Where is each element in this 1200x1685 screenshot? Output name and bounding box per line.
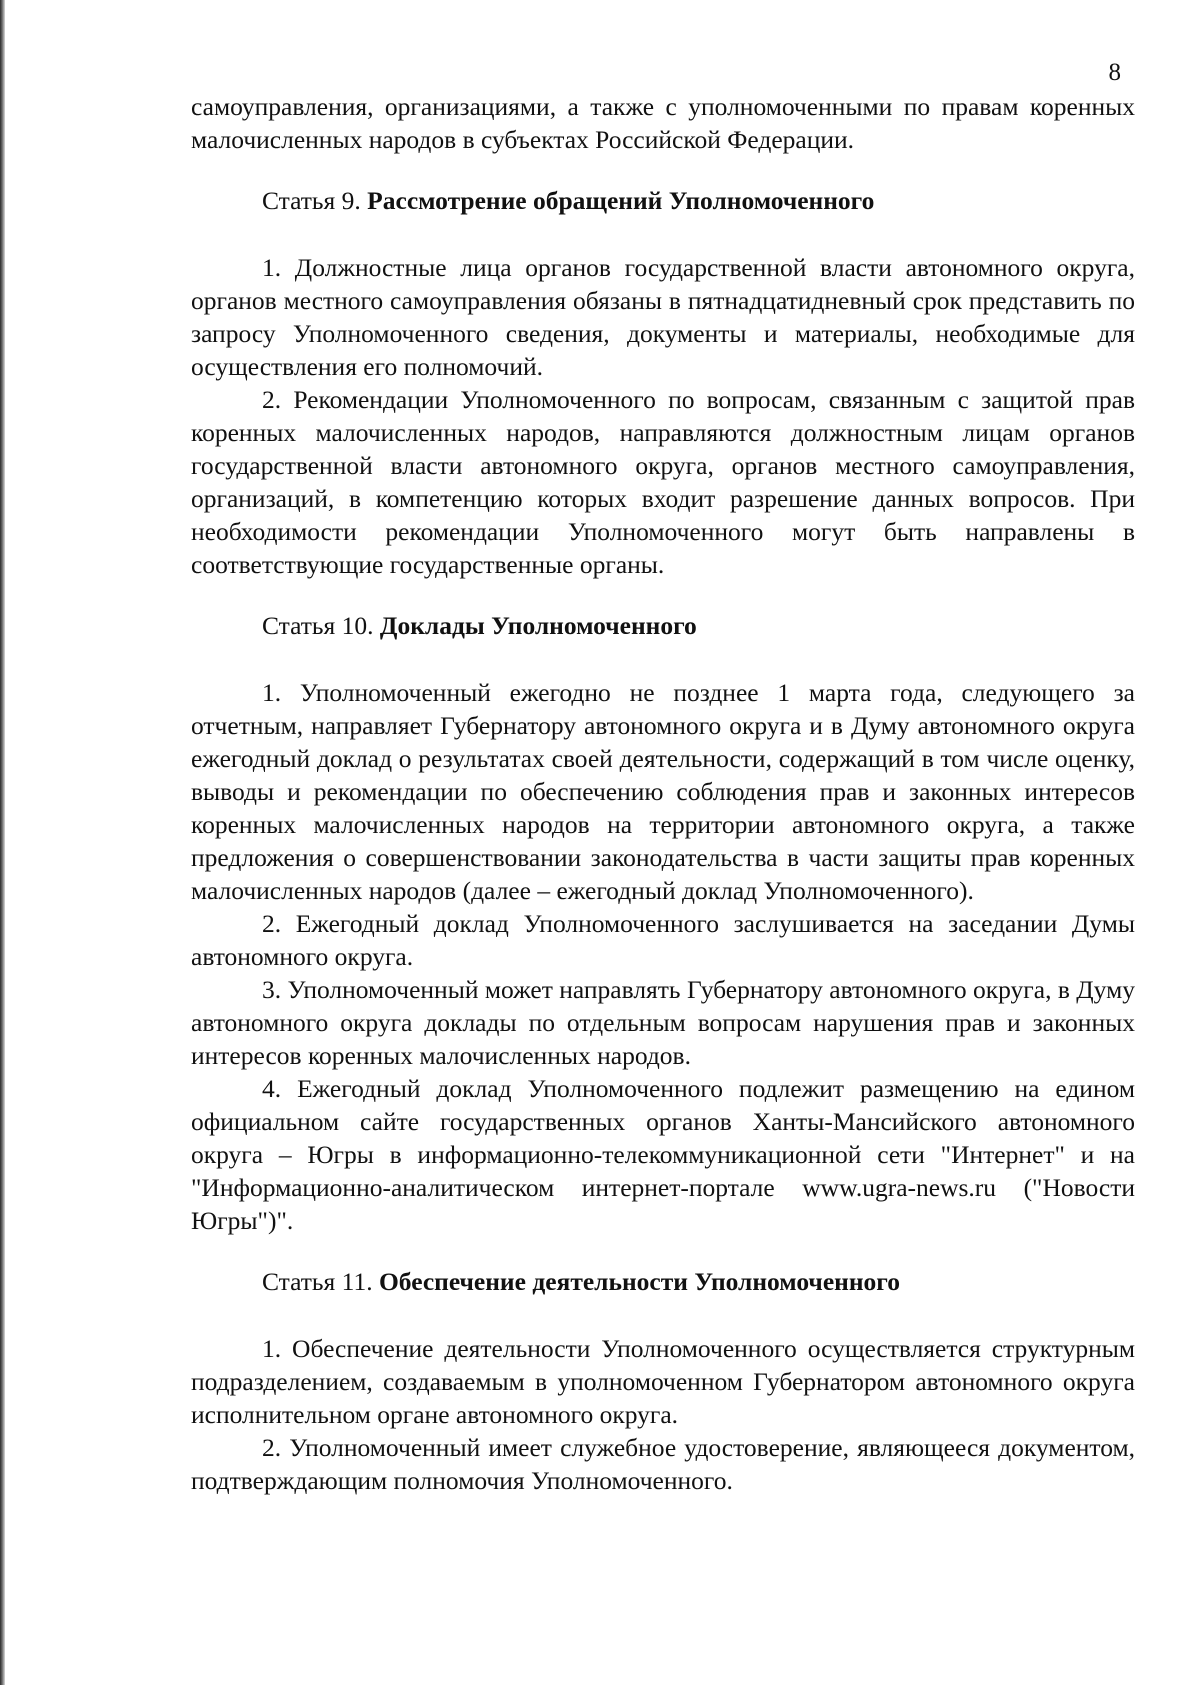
- intro-paragraph: самоуправления, организациями, а также с уполномоченными по правам коренных малочисленных народов в субъектах Российской Федерации.: [191, 92, 1135, 154]
- article-10-paragraph-3: 3. Уполномоченный может направлять Губернатору автономного округа, в Думу автономного округа доклады по отдельным вопросам нарушения прав и законных интересов коренных малочисленных народов.: [191, 975, 1135, 1070]
- article-9-heading: [262, 184, 1135, 217]
- page-number: 8: [1108, 59, 1121, 86]
- article-9-paragraph-1: 1. Должностные лица органов государственной власти автономного округа, органов местного самоуправления обязаны в пятнадцатидневный срок представить по запросу Уполномоченного сведения, документы и материалы, необходимые для осуществления его полномочий.: [191, 253, 1135, 381]
- document-body: [191, 90, 1135, 1497]
- article-9-title: Рассмотрение обращений Уполномоченного: [367, 186, 875, 215]
- article-9-paragraph-2: 2. Рекомендации Уполномоченного по вопросам, связанным с защитой прав коренных малочисленных народов, направляются должностным лицам органов государственной власти автономного округа, органов местного самоуправления, организаций, в компетенцию которых входит разрешение данных вопросов. При необходимости рекомендации Уполномоченного могут быть направлены в соответствующие государственные органы.: [191, 385, 1135, 579]
- article-10-title: Доклады Уполномоченного: [379, 611, 697, 640]
- article-10-paragraph-1: 1. Уполномоченный ежегодно не позднее 1 марта года, следующего за отчетным, направляет Губернатору автономного округа и в Думу автономного округа ежегодный доклад о результатах своей деятельности, содержащий в том числе оценку, выводы и рекомендации по обеспечению соблюдения прав и законных интересов коренных малочисленных народов на территории автономного округа, а также предложения о совершенствовании законодательства в части защиты прав коренных малочисленных народов (далее – ежегодный доклад Уполномоченного).: [191, 678, 1135, 905]
- article-11-title: Обеспечение деятельности Уполномоченного: [378, 1267, 900, 1296]
- article-10-label: Статья 10.: [262, 611, 374, 640]
- article-11-paragraph-1: 1. Обеспечение деятельности Уполномоченного осуществляется структурным подразделением, создаваемым в уполномоченном Губернатором автономного округа исполнительном органе автономного округа.: [191, 1334, 1135, 1429]
- article-11-heading: [262, 1265, 1135, 1298]
- article-9-label: Статья 9.: [262, 186, 361, 215]
- scan-edge-artifact: [0, 0, 5, 1685]
- article-10-heading: [262, 609, 1135, 642]
- article-11-paragraph-2: 2. Уполномоченный имеет служебное удостоверение, являющееся документом, подтверждающим полномочия Уполномоченного.: [191, 1433, 1135, 1495]
- article-10-paragraph-2: 2. Ежегодный доклад Уполномоченного заслушивается на заседании Думы автономного округа.: [191, 909, 1135, 971]
- article-10-paragraph-4: 4. Ежегодный доклад Уполномоченного подлежит размещению на едином официальном сайте государственных органов Ханты-Мансийского автономного округа – Югры в информационно-телекоммуникационной сети "Интернет" и на "Информационно-аналитическом интернет-портале www.ugra-news.ru ("Новости Югры")".: [191, 1074, 1135, 1235]
- article-11-label: Статья 11.: [262, 1267, 373, 1296]
